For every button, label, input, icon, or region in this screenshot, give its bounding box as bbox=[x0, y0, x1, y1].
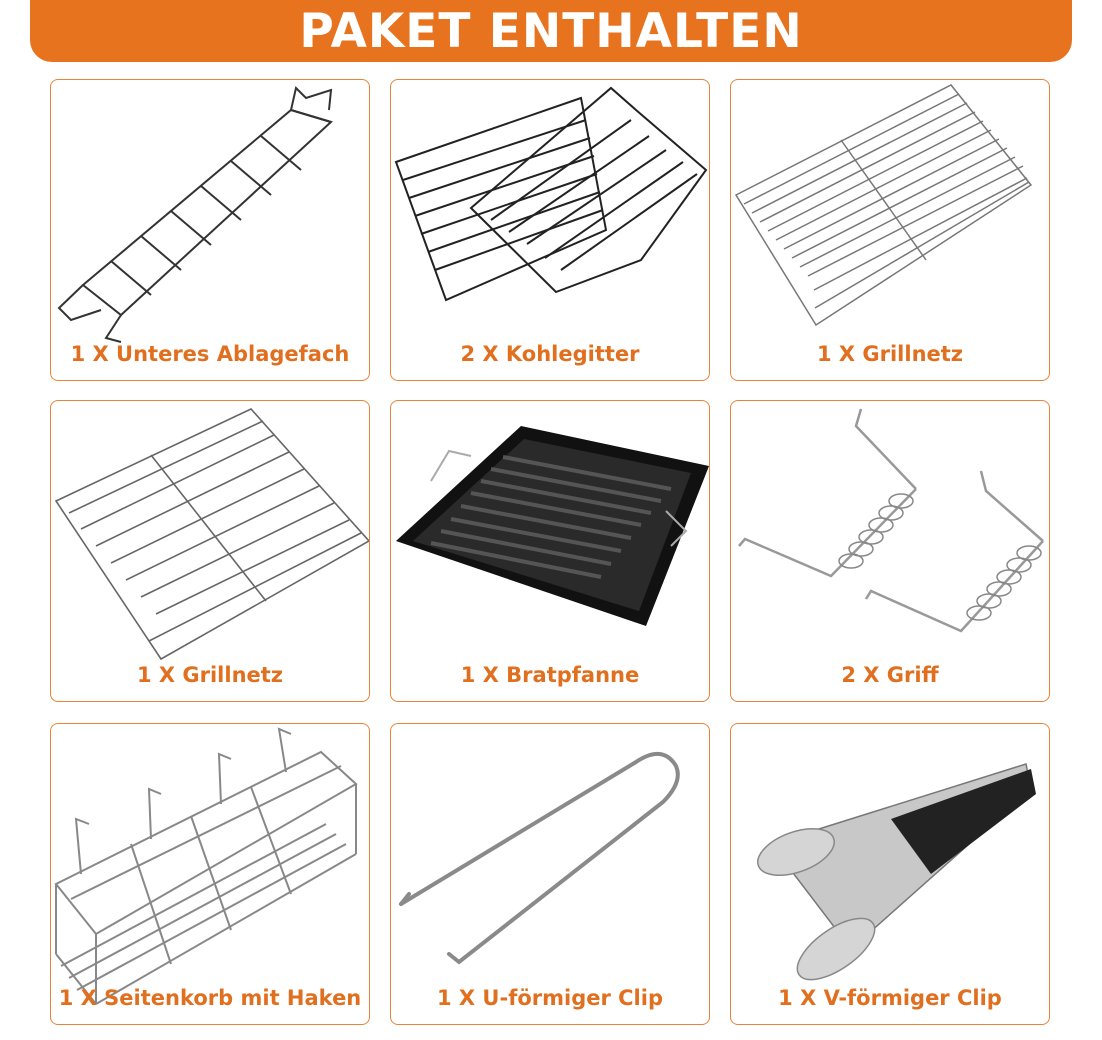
page-title: PAKET ENTHALTEN bbox=[299, 3, 803, 59]
item-label: 1 X Grillnetz bbox=[136, 663, 284, 687]
grill-grate-icon bbox=[731, 80, 1050, 381]
item-label: 1 X V-förmiger Clip bbox=[778, 986, 1002, 1010]
v-clip-tongs-icon bbox=[731, 724, 1050, 1025]
item-card-frying-pan bbox=[390, 400, 710, 702]
item-card-charcoal-grate bbox=[390, 79, 710, 381]
side-basket-icon bbox=[51, 724, 370, 1025]
lower-shelf-rack-icon bbox=[51, 80, 370, 381]
frying-pan-icon bbox=[391, 401, 710, 702]
item-card-u-clip bbox=[390, 723, 710, 1025]
item-label: 1 X Grillnetz bbox=[816, 342, 964, 366]
item-label: 2 X Griff bbox=[841, 663, 939, 687]
item-label: 1 X Bratpfanne bbox=[460, 663, 640, 687]
charcoal-grate-icon bbox=[391, 80, 710, 381]
item-card-grill-net bbox=[50, 400, 370, 702]
item-card-grill-grate bbox=[730, 79, 1050, 381]
item-label: 2 X Kohlegitter bbox=[460, 342, 640, 366]
title-banner bbox=[30, 0, 1072, 62]
item-card-v-clip bbox=[730, 723, 1050, 1025]
grill-net-icon bbox=[51, 401, 370, 702]
item-card-side-basket bbox=[50, 723, 370, 1025]
spring-handle-icon bbox=[731, 401, 1050, 702]
u-clip-icon bbox=[391, 724, 710, 1025]
item-label: 1 X Seitenkorb mit Haken bbox=[58, 986, 362, 1010]
item-label: 1 X Unteres Ablagefach bbox=[70, 342, 350, 366]
item-card-handles bbox=[730, 400, 1050, 702]
item-label: 1 X U-förmiger Clip bbox=[437, 986, 663, 1010]
item-card-lower-shelf bbox=[50, 79, 370, 381]
